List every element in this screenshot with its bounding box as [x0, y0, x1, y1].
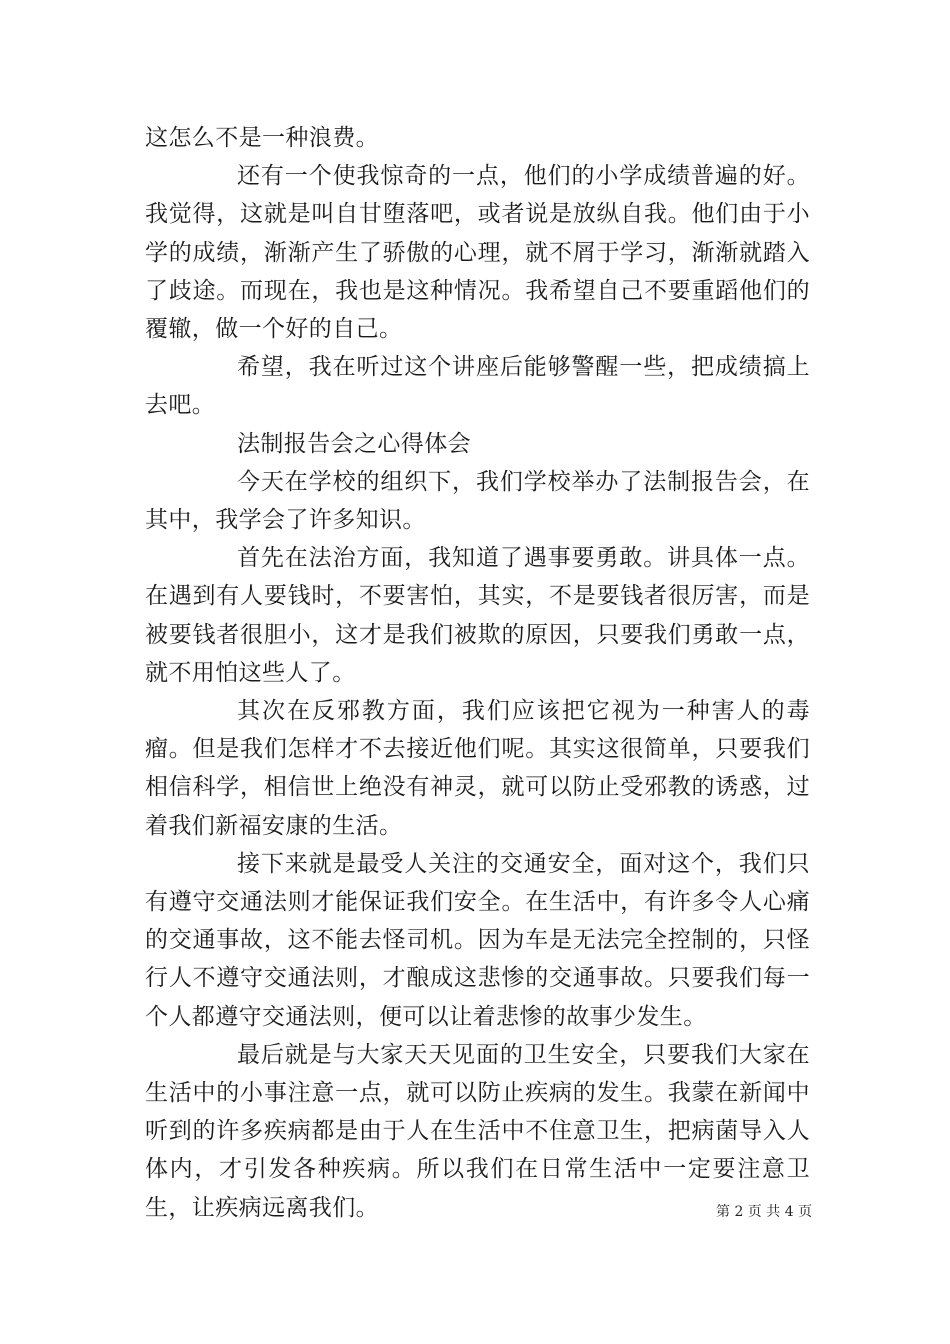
paragraph: 其次在反邪教方面，我们应该把它视为一种害人的毒瘤。但是我们怎样才不去接近他们呢。其实这很简单，只要我们相信科学，相信世上绝没有神灵，就可以防止受邪教的诱惑，过着我们新福安康的生活。	[145, 698, 810, 839]
paragraph: 今天在学校的组织下，我们学校举办了法制报告会，在其中，我学会了许多知识。	[145, 468, 810, 534]
section-heading: 法制报告会之心得体会	[237, 430, 471, 457]
paragraph: 希望，我在听过这个讲座后能够警醒一些，把成绩搞上去吧。	[145, 354, 810, 419]
paragraph: 最后就是与大家天天见面的卫生安全，只要我们大家在生活中的小事注意一点，就可以防止疾病的发生。我蒙在新闻中听到的许多疾病都是由于人在生活中不住意卫生，把病菌导入人体内，才引发各种疾病。所以我们在日常生活中一定要注意卫生，让疾病远离我们。	[145, 1041, 810, 1221]
paragraph: 还有一个使我惊奇的一点，他们的小学成绩普遍的好。我觉得，这就是叫自甘堕落吧，或者说是放纵自我。他们由于小学的成绩，渐渐产生了骄傲的心理，就不屑于学习，渐渐就踏入了歧途。而现在，我也是这种情况。我希望自己不要重蹈他们的覆辙，做一个好的自己。	[145, 163, 810, 343]
paragraph: 这怎么不是一种浪费。	[145, 125, 379, 151]
paragraph: 接下来就是最受人关注的交通安全，面对这个，我们只有遵守交通法则才能保证我们安全。在生活中，有许多令人心痛的交通事故，这不能去怪司机。因为车是无法完全控制的，只怪行人不遵守交通法则，才酿成这悲惨的交通事故。只要我们每一个人都遵守交通法则，便可以让着悲惨的故事少发生。	[145, 850, 810, 1030]
page-number-footer: 第 2 页 共 4 页	[716, 1204, 813, 1220]
document-body	[145, 119, 813, 1227]
paragraph: 首先在法治方面，我知道了遇事要勇敢。讲具体一点。在遇到有人要钱时，不要害怕，其实，不是要钱者很厉害，而是被要钱者很胆小，这才是我们被欺的原因，只要我们勇敢一点，就不用怕这些人了。	[145, 545, 810, 686]
